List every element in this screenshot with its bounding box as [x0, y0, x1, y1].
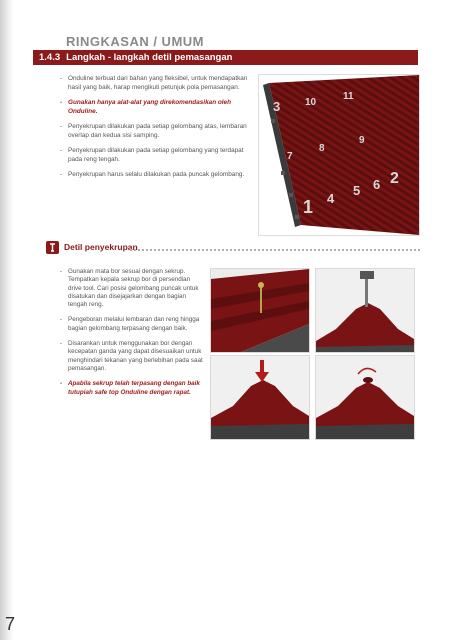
roof-screw-pattern-diagram [258, 74, 420, 236]
section-number: 1.4.3 [39, 52, 61, 63]
list-item: - Penyekrupan dilakukan pada setiap gelombang atas, lembaran overlap dan kedua sisi samping. [60, 123, 250, 140]
screw-number: 6 [373, 177, 381, 192]
screw-number: 7 [287, 151, 293, 162]
photo-screw-placement [210, 268, 310, 353]
screw-number: 11 [343, 91, 354, 102]
list-item: - Onduline terbuat dari bahan yang fleksibel, untuk mendapatkan hasil yang baik, harap mengikuti petunjuk pola pemasangan. [60, 75, 250, 92]
screw-number: 3 [273, 99, 281, 114]
screw-number: 4 [327, 191, 335, 206]
list-item: - Penyekrupan harus selalu dilakukan pada puncak gelombang. [60, 171, 250, 180]
detail-title: Detil penyekrupan [64, 242, 138, 252]
screw-number: 2 [390, 170, 399, 187]
page-edge-shadow [0, 0, 14, 640]
list-item: - Disarankan untuk menggunakan bor dengan kecepatan ganda yang dapat disesuaikan untuk menghindari tekanan yang berlebihan pada saat pemasangan. [60, 340, 205, 373]
photo-drilling [315, 268, 415, 353]
dotted-divider [130, 249, 420, 251]
screw-number: 8 [319, 143, 325, 154]
list-item-emphasis: - Gunakan hanya alat-alat yang direkomendasikan oleh Onduline. [60, 99, 250, 116]
detail-steps-list [60, 268, 205, 404]
list-item: - Pengeboran melalui lembaran dan reng hingga bagian gelombang terpasang dengan baik. [60, 316, 205, 333]
screw-icon [46, 241, 59, 254]
page-number: 7 [5, 614, 16, 634]
photo-safe-top-cap [315, 355, 415, 440]
section-header-bar [33, 50, 418, 65]
detail-section-header [46, 241, 426, 255]
list-item-emphasis: - Apabila sekrup telah terpasang dengan baik tutupiah safe top Onduline dengan rapat. [60, 380, 205, 397]
screw-number: 5 [353, 183, 361, 198]
list-item: - Penyekrupan dilakukan pada setiap gelombang yang terdapat pada reng tengah. [60, 147, 250, 164]
photo-press-arrow [210, 355, 310, 440]
screw-number: 9 [359, 135, 365, 146]
screw-number: 1 [303, 197, 314, 217]
screw-number: 10 [305, 97, 317, 108]
intro-list [60, 75, 250, 187]
page-title: RINGKASAN / UMUM [66, 34, 204, 49]
section-title: Langkah - langkah detil pemasangan [66, 52, 233, 63]
list-item: - Gunakan mata bor sesuai dengan sekrup. Tempatkan kepala sekrup bor di persendian drive tool. Cari posisi gelombang puncak untuk disatukan dan disejajarkan dengan bagian tengah reng. [60, 268, 205, 309]
